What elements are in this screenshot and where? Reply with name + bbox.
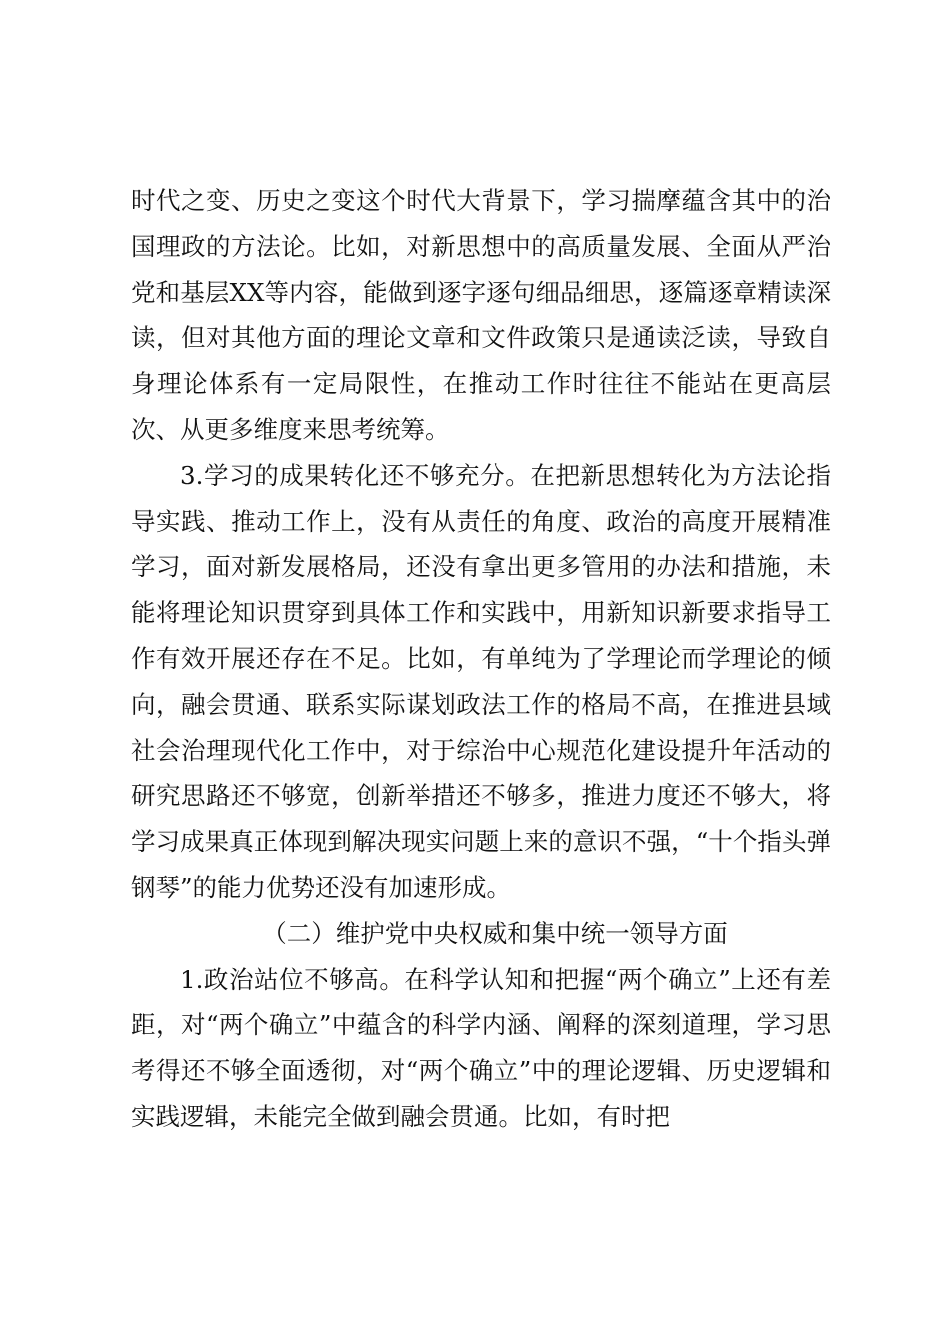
continuation-paragraph: 时代之变、历史之变这个时代大背景下，学习揣摩蕴含其中的治国理政的方法论。比如，对新思想中的高质量发展、全面从严治党和基层XX等内容，能做到逐字逐句细品细思，逐篇逐章精读深读，但对其他方面的理论文章和文件政策只是通读泛读，导致自身理论体系有一定局限性，在推动工作时往往不能站在更高层次、从更多维度来思考统筹。 <box>131 186 831 444</box>
paragraph-learning-results: 3.学习的成果转化还不够充分。在把新思想转化为方法论指导实践、推动工作上，没有从责任的角度、政治的高度开展精准学习，面对新发展格局，还没有拿出更多管用的办法和措施，未能将理论知识贯穿到具体工作和实践中，用新知识新要求指导工作有效开展还存在不足。比如，有单纯为了学理论而学理论的倾向，融会贯通、联系实际谋划政法工作的格局不高，在推进县域社会治理现代化工作中，对于综治中心规范化建设提升年活动的研究思路还不够宽，创新举措还不够多，推进力度还不够大，将学习成果真正体现到解决现实问题上来的意识不强，“十个指头弹钢琴”的能力优势还没有加速形成。 <box>131 460 831 902</box>
paragraph-political-stance: 1.政治站位不够高。在科学认知和把握“两个确立”上还有差距，对“两个确立”中蕴含的科学内涵、阐释的深刻道理，学习思考得还不够全面透彻，对“两个确立”中的理论逻辑、历史逻辑和实践逻辑，未能完全做到融会贯通。比如，有时把 <box>131 964 831 1131</box>
document-body <box>131 178 831 1140</box>
section-heading: （二）维护党中央权威和集中统一领导方面 <box>262 918 728 948</box>
